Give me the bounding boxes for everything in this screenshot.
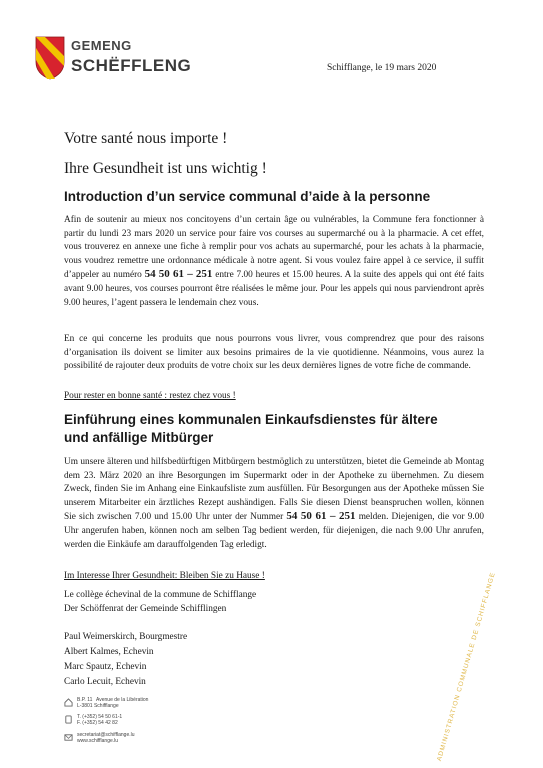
signatory: Albert Kalmes, Echevin [64, 647, 154, 657]
college-fr: Le collège échevinal de la commune de Schifflange [64, 590, 257, 600]
date-line: Schifflange, le 19 mars 2020 [327, 63, 437, 73]
footer-bp: B.P. 11 [77, 697, 93, 703]
paragraph-fr-1-text-end: entre 7.00 heures et 15.00 heures. A la suite des appels qui ont été faits avant 9.00 heures, vos courses pourront être réalisées le même jour. Pour les appels qui nous parviendront après 9.00 heures, l’agent passera le lendemain chez vous. [64, 270, 485, 308]
signatory: Marc Spautz, Echevin [64, 662, 147, 672]
heading-de-line1: Einführung eines kommunalen Einkaufsdienstes für ältere [64, 412, 438, 427]
administration-stamp: ADMINISTRATION COMMUNALE DE SCHIFFLANGE [436, 571, 497, 762]
footer-web: www.schifflange.lu [77, 738, 119, 744]
logo-text-schefleng: SCHËFFLENG [71, 56, 192, 75]
signatories [64, 630, 187, 690]
paragraph-fr-1-text: Afin de soutenir au mieux nos concitoyens d’un certain âge ou vulnérables, la Commune fera fonctionner à partir du lundi 23 mars 2020 un service pour faire vos courses au supermarché ou à la pharmacie. A cet effet, vous trouverez en annexe une fiche à remplir pour vos achats au supermarché, pour les achats à la pharmacie, vous voudrez remettre une ordonnance médicale à notre agent. Si vous voulez faire appel à ce service, il suffit d’appeler au numéro [64, 215, 484, 281]
paragraph-de-1 [64, 456, 484, 552]
footer-address: Avenue de la Libération [96, 697, 149, 703]
footer [64, 697, 204, 747]
footer-fax: F. (+352) 54 42 82 [77, 720, 118, 726]
paragraph-fr-2: En ce qui concerne les produits que nous pourrons vous livrer, vous comprendrez que pour des raisons d’organisation ils doivent se limiter aux besoins primaires de la vie quotidienne. Néanmoins, vous aurez la possibilité de rajouter deux produits de votre choix sur les deux dernières lignes de votre fiche de commande. [64, 334, 484, 372]
title-fr: Votre santé nous importe ! [64, 130, 228, 147]
signatory: Carlo Lecuit, Echevin [64, 677, 146, 687]
college-de: Der Schöffenrat der Gemeinde Schifflingen [64, 604, 227, 614]
title-de: Ihre Gesundheit ist uns wichtig ! [64, 160, 267, 177]
logo [35, 36, 192, 86]
heading-de-line2: und anfällige Mitbürger [64, 430, 214, 445]
footer-email: secretariat@schifflange.lu [77, 732, 135, 738]
closing-de: Im Interesse Ihrer Gesundheit: Bleiben Sie zu Hause ! [64, 571, 265, 581]
closing-fr: Pour rester en bonne santé : restez chez vous ! [64, 391, 236, 401]
footer-postal: L-3801 Schifflange [77, 703, 119, 709]
paragraph-fr-1 [64, 214, 484, 310]
paragraph-de-1-text: Um unsere älteren und hilfsbedürftigen Mitbürgern bestmöglich zu unterstützen, bietet die Gemeinde ab Montag dem 23. März 2020 an ihre Besorgungen im Supermarkt oder in der Apotheke zu übernehmen. Zu diesem Zweck, finden Sie im Anhang eine Einkaufsliste zum ausfüllen. Für Besorgungen aus der Apotheke müssen Sie unserem Mitarbeiter ein ärztliches Rezept aushändigen. Falls Sie diesen Dienst beanspruchen wollen, können Sie sich zwischen 7.00 und 15.00 Uhr unter der Nummer [64, 457, 484, 523]
logo-text-gemeng: GEMENG [71, 38, 132, 53]
mail-icon [64, 733, 73, 742]
phone-number-fr: 54 50 61 – 251 [144, 268, 213, 281]
heading-de [64, 411, 494, 447]
college-block [64, 588, 256, 616]
signatory: Paul Weimerskirch, Bourgmestre [64, 632, 188, 642]
footer-tel: T. (+352) 54 50 61-1 [77, 714, 123, 720]
paragraph-de-1-text-end: melden. Diejenigen, die vor 9.00 Uhr angerufen haben, können noch am selben Tag bedient werden, für diejenigen, die nach 9.00 Uhr anrufen, werden die Einkäufe am darauffolgenden Tag erledigt. [64, 512, 485, 550]
coat-of-arms-icon [35, 36, 65, 80]
phone-number-de: 54 50 61 – 251 [286, 510, 356, 523]
phone-icon [64, 715, 73, 724]
heading-fr: Introduction d’un service communal d’aide à la personne [64, 189, 431, 204]
home-icon [64, 698, 73, 707]
